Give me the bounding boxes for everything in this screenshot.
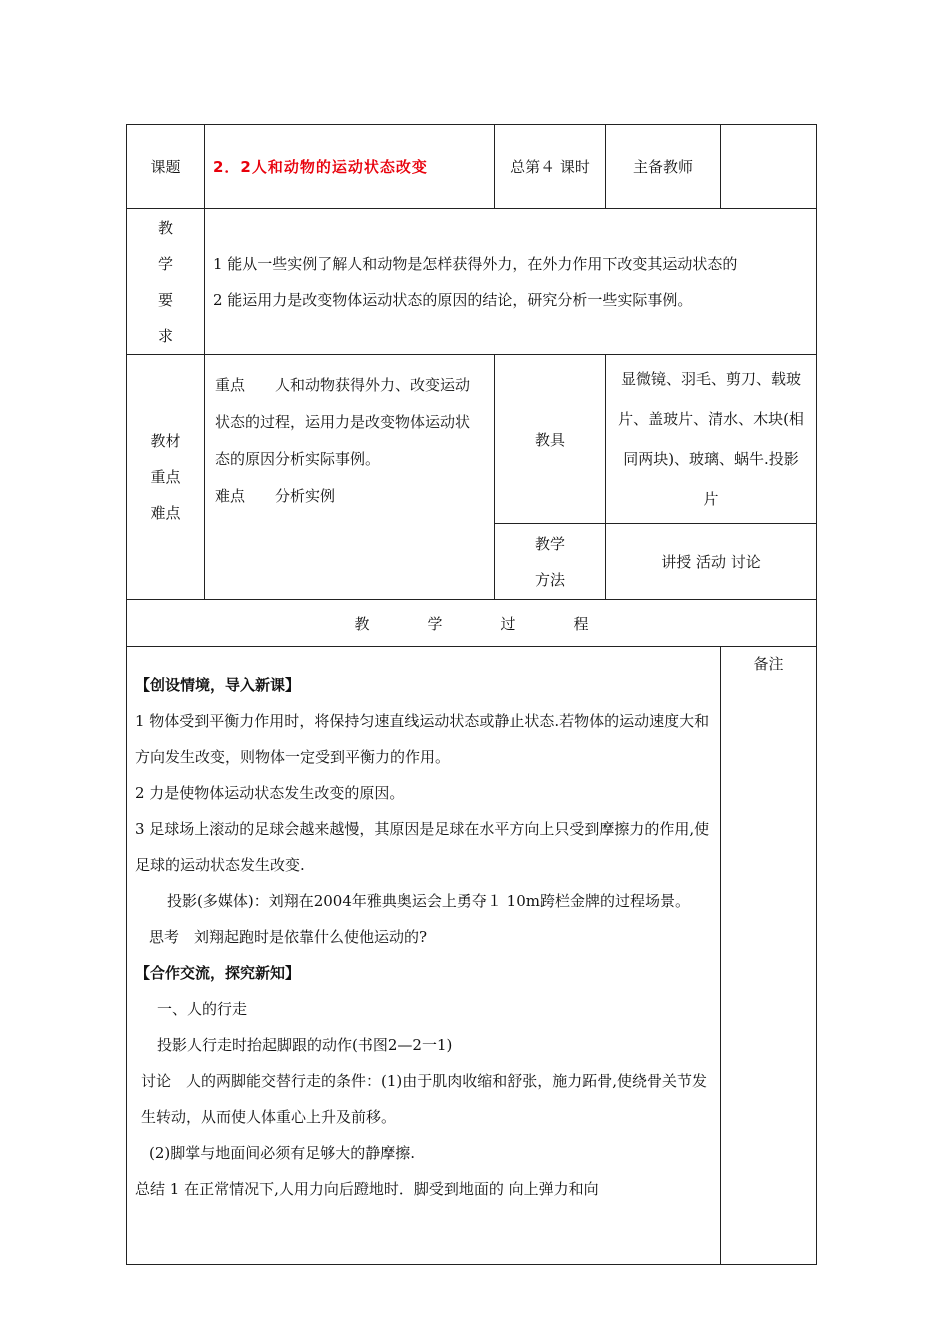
process-paragraph: 【创设情境，导入新课】 (135, 676, 301, 694)
difficult-points: 难点 分析实例 (215, 487, 336, 505)
topic-label: 课题 (127, 125, 205, 209)
process-paragraph: 思考 刘翔起跑时是依靠什么使他运动的? (149, 928, 428, 946)
teacher-label: 主备教师 (606, 125, 721, 209)
requirements-label-char: 学 (157, 254, 173, 273)
process-paragraph: 1 物体受到平衡力作用时，将保持匀速直线运动状态或静止状态.若物体的运动速度大和方向发生改变，则物体一定受到平衡力的作用。 (135, 712, 710, 766)
key-points: 重点 人和动物获得外力、改变运动状态的过程，运用力是改变物体运动状态的原因分析实际事例。 (215, 376, 471, 468)
process-paragraph: 投影人行走时抬起脚跟的动作(书图2—2一1) (157, 1036, 453, 1054)
lesson-plan-sheet (126, 124, 816, 1265)
requirements-label-char: 求 (157, 326, 173, 345)
requirement-item: 1 能从一些实例了解人和动物是怎样获得外力，在外力作用下改变其运动状态的 (213, 254, 738, 273)
process-content (127, 647, 721, 1265)
method-label-line: 教学 (534, 534, 565, 553)
process-paragraph: 2 力是使物体运动状态发生改变的原因。 (135, 784, 405, 802)
process-paragraph: 3 足球场上滚动的足球会越来越慢，其原因是足球在水平方向上只受到摩擦力的作用,使足球的运动状态发生改变. (135, 820, 710, 874)
process-paragraph: (2)脚掌与地面间必须有足够大的静摩擦. (149, 1144, 416, 1162)
materials-label-line: 教材 (150, 432, 181, 450)
teacher-value (721, 125, 817, 209)
process-paragraph: 【合作交流，探究新知】 (135, 964, 301, 982)
lesson-plan-table (126, 124, 817, 1265)
materials-label-line: 难点 (150, 504, 181, 522)
requirements-row (127, 209, 817, 355)
method-label-line: 方法 (534, 570, 565, 589)
materials-label (127, 355, 205, 600)
materials-label-line: 重点 (150, 468, 181, 486)
requirements-label-char: 要 (157, 290, 173, 309)
method-label (495, 524, 606, 600)
lesson-number: 总第４ 课时 (495, 125, 606, 209)
process-row (127, 647, 817, 1265)
requirements-content (205, 209, 817, 355)
process-paragraph: 一、人的行走 (157, 1000, 248, 1018)
materials-row (127, 355, 817, 524)
notes-label: 备注 (753, 655, 784, 673)
requirements-label-char: 教 (157, 218, 173, 237)
process-paragraph: 讨论 人的两脚能交替行走的条件：(1)由于肌肉收缩和舒张，施力跖骨,使绕骨关节发生转动，从而使人体重心上升及前移。 (141, 1072, 708, 1126)
tools-value: 显微镜、羽毛、剪刀、载玻片、盖玻片、清水、木块(相同两块)、玻璃、蜗牛.投影片 (606, 355, 817, 524)
process-paragraph: 总结 1 在正常情况下,人用力向后蹬地时．脚受到地面的 向上弹力和向 (135, 1180, 599, 1198)
requirement-item: 2 能运用力是改变物体运动状态的原因的结论，研究分析一些实际事例。 (213, 290, 693, 309)
process-paragraph: 投影(多媒体)：刘翔在2004年雅典奥运会上勇夺１ 10m跨栏金牌的过程场景。 (167, 892, 690, 910)
topic-title: 2．2人和动物的运动状态改变 (205, 125, 495, 209)
key-difficult-points (205, 355, 495, 600)
process-heading-row (127, 600, 817, 647)
tools-label: 教具 (495, 355, 606, 524)
header-row (127, 125, 817, 209)
notes-column (721, 647, 817, 1265)
process-heading: 教学过程 (127, 600, 817, 647)
method-value: 讲授 活动 讨论 (606, 524, 817, 600)
requirements-label (127, 209, 205, 355)
